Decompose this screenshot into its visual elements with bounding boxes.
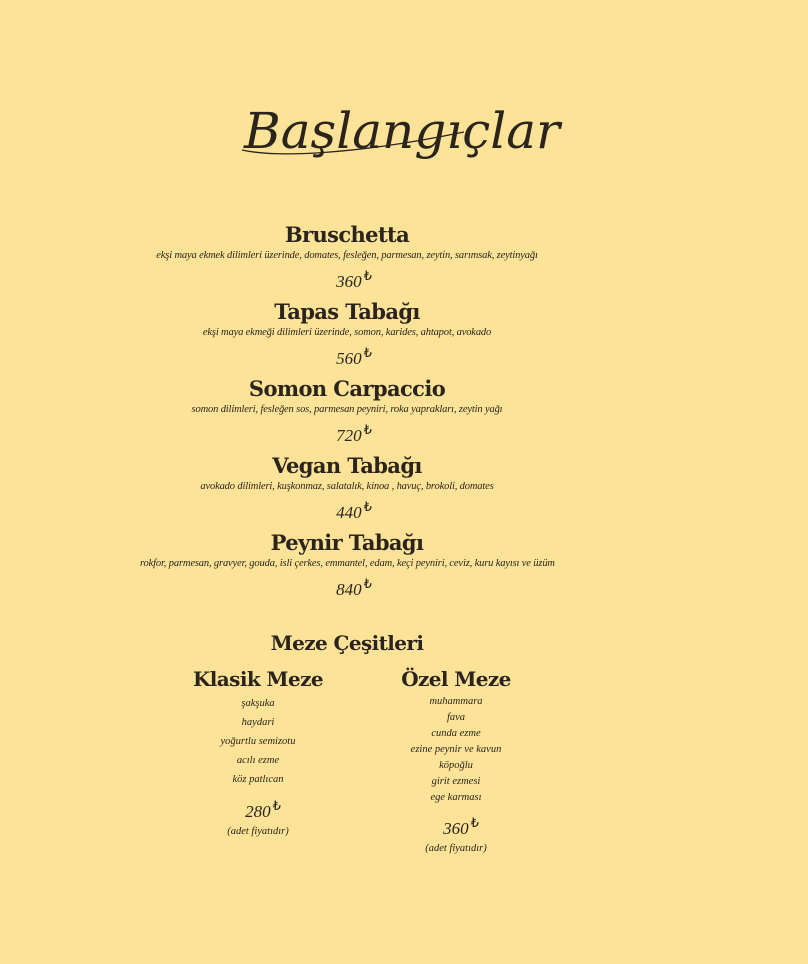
special-meze-list	[386, 694, 526, 806]
dish-description: somon dilimleri, fesleğen sos, parmesan peyniri, roka yaprakları, zeytin yağı	[191, 404, 503, 415]
special-meze-price	[386, 810, 526, 842]
menu-item-tapas	[140, 298, 554, 373]
dish-name: Tapas Tabağı	[274, 299, 420, 324]
classic-meze-title: Klasik Meze	[193, 667, 323, 691]
classic-meze-price	[188, 793, 328, 825]
lira-icon: ₺	[363, 499, 372, 514]
list-item: köpoğlu	[439, 760, 473, 771]
classic-meze	[188, 664, 328, 839]
dish-name: Vegan Tabağı	[272, 453, 422, 478]
list-item: girit ezmesi	[431, 776, 481, 787]
list-item: köz patlıcan	[232, 774, 284, 785]
page-title-text: Başlangıçlar	[244, 102, 560, 160]
price-value: 720	[336, 426, 362, 445]
price-value: 360	[443, 819, 469, 838]
price-value: 440	[336, 503, 362, 522]
list-item: ege karması	[430, 792, 482, 803]
dish-price	[140, 417, 554, 450]
list-item: şakşuka	[241, 698, 275, 709]
dish-name: Peynir Tabağı	[270, 530, 424, 555]
price-value: 840	[336, 580, 362, 599]
menu-item-vegan	[140, 452, 554, 527]
lira-icon: ₺	[363, 345, 372, 360]
dish-description: ekşi maya ekmek dilimleri üzerinde, domates, fesleğen, parmesan, zeytin, sarımsak, zeytinyağı	[156, 250, 538, 261]
price-value: 280	[245, 802, 271, 821]
list-item: yoğurtlu semizotu	[220, 736, 296, 747]
dish-name: Somon Carpaccio	[248, 376, 446, 401]
dish-description: ekşi maya ekmeği dilimleri üzerinde, somon, karides, ahtapot, avokado	[202, 327, 492, 338]
lira-icon: ₺	[470, 815, 479, 830]
list-item: acılı ezme	[236, 755, 280, 766]
classic-meze-list	[188, 694, 328, 789]
meze-section-title: Meze Çeşitleri	[270, 631, 424, 655]
dish-description: rokfor, parmesan, gravyer, gouda, isli çerkes, emmantel, edam, keçi peyniri, ceviz, kuru kayısı ve üzüm	[140, 558, 555, 569]
dish-price	[140, 340, 554, 373]
lira-icon: ₺	[363, 576, 372, 591]
dish-price	[140, 263, 554, 296]
price-value: 560	[336, 349, 362, 368]
dish-price	[140, 494, 554, 527]
special-meze	[386, 664, 526, 856]
menu-item-somon-carpaccio	[140, 375, 554, 450]
lira-icon: ₺	[363, 422, 372, 437]
special-meze-title: Özel Meze	[401, 667, 511, 691]
list-item: cunda ezme	[431, 728, 481, 739]
dish-description: avokado dilimleri, kuşkonmaz, salatalık, kinoa , havuç, brokoli, domates	[200, 481, 494, 492]
list-item: fava	[446, 712, 466, 723]
dish-price	[140, 571, 554, 604]
page-title	[238, 96, 560, 168]
lira-icon: ₺	[363, 268, 372, 283]
classic-meze-note: (adet fiyatıdır)	[227, 826, 289, 837]
lira-icon: ₺	[272, 798, 281, 813]
dish-name: Bruschetta	[284, 222, 410, 247]
menu-item-peynir	[140, 529, 554, 604]
page-title-script	[238, 96, 560, 168]
list-item: haydari	[241, 717, 275, 728]
special-meze-note: (adet fiyatıdır)	[425, 843, 487, 854]
price-value: 360	[336, 272, 362, 291]
menu-item-bruschetta	[140, 221, 554, 296]
list-item: muhammara	[429, 696, 483, 707]
list-item: ezine peynir ve kavun	[410, 744, 502, 755]
starters-list	[140, 221, 554, 606]
